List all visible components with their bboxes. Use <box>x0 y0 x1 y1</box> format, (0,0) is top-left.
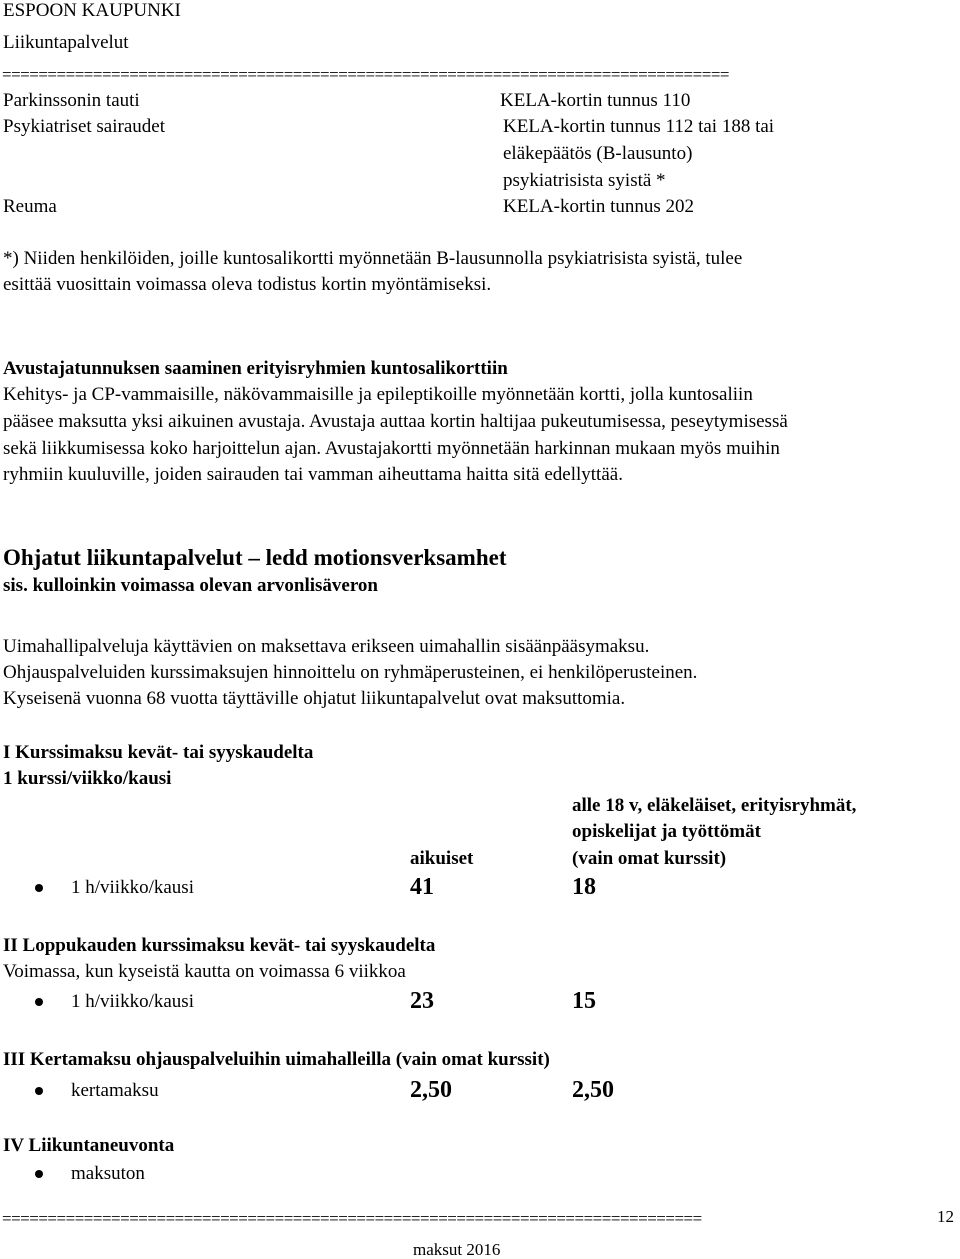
guided-subheading: sis. kulloinkin voimassa olevan arvonlisäveron <box>3 575 378 596</box>
bullet-icon <box>35 1087 43 1095</box>
guided-text: Kyseisenä vuonna 68 vuotta täyttäville ohjatut liikuntapalvelut ovat maksuttomia. <box>3 688 626 709</box>
fee-special: 18 <box>572 874 596 900</box>
assistant-text: sekä liikkumisessa koko harjoittelun ajan. Avustajakortti myönnetään harkinnan mukaan myös muihin <box>3 438 780 459</box>
condition-code: eläkepäätös (B-lausunto) <box>503 143 693 164</box>
fee-adults: 2,50 <box>410 1077 452 1103</box>
section-title: II Loppukauden kurssimaksu kevät- tai syyskaudelta <box>3 935 436 956</box>
section-subtitle: Voimassa, kun kyseistä kautta on voimassa 6 viikkoa <box>3 961 406 982</box>
condition-name: Reuma <box>3 196 57 217</box>
fee-item-label: kertamaksu <box>71 1080 159 1101</box>
guided-heading: Ohjatut liikuntapalvelut – ledd motionsverksamhet <box>3 545 507 570</box>
section-title: III Kertamaksu ohjauspalveluihin uimahalleilla (vain omat kurssit) <box>3 1049 550 1070</box>
header-separator: ================================================================================ <box>2 65 729 84</box>
section-subtitle: 1 kurssi/viikko/kausi <box>3 768 172 789</box>
footer-separator: ============================================================================= <box>2 1209 702 1228</box>
footnote-text: *) Niiden henkilöiden, joille kuntosalikortti myönnetään B-lausunnolla psykiatrisista syistä, tulee <box>3 248 743 269</box>
assistant-text: pääsee maksutta yksi aikuinen avustaja. Avustaja auttaa kortin haltijaa pukeutumisessa, peseytymisessä <box>3 411 788 432</box>
fee-item-label: maksuton <box>71 1163 145 1184</box>
condition-name: Psykiatriset sairaudet <box>3 116 165 137</box>
guided-text: Uimahallipalveluja käyttävien on maksettava erikseen uimahallin sisäänpääsymaksu. <box>3 636 650 657</box>
condition-name: Parkinssonin tauti <box>3 90 140 111</box>
department-name: Liikuntapalvelut <box>3 32 129 53</box>
fee-adults: 41 <box>410 874 434 900</box>
condition-code: KELA-kortin tunnus 112 tai 188 tai <box>503 116 775 137</box>
organization-name: ESPOON KAUPUNKI <box>3 0 181 21</box>
bullet-icon <box>35 884 43 892</box>
bullet-icon <box>35 1170 43 1178</box>
assistant-text: Kehitys- ja CP-vammaisille, näkövammaisille ja epileptikoille myönnetään kortti, jolla kuntosaliin <box>3 384 753 405</box>
column-header-special: opiskelijat ja työttömät <box>572 821 761 842</box>
footer-caption: maksut 2016 <box>413 1240 501 1259</box>
fee-special: 2,50 <box>572 1077 614 1103</box>
fee-adults: 23 <box>410 988 434 1014</box>
assistant-text: ryhmiin kuuluville, joiden sairauden tai vamman aiheuttama haitta sitä edellyttää. <box>3 464 623 485</box>
footnote-text: esittää vuosittain voimassa oleva todistus kortin myöntämiseksi. <box>3 274 492 295</box>
condition-code: KELA-kortin tunnus 202 <box>503 196 695 217</box>
guided-text: Ohjauspalveluiden kurssimaksujen hinnoittelu on ryhmäperusteinen, ei henkilöperusteinen. <box>3 662 698 683</box>
column-header-special: (vain omat kurssit) <box>572 848 727 869</box>
condition-code: KELA-kortin tunnus 110 <box>500 90 691 111</box>
page-number: 12 <box>937 1207 954 1226</box>
fee-special: 15 <box>572 988 596 1014</box>
condition-code: psykiatrisista syistä * <box>503 170 666 191</box>
bullet-icon <box>35 998 43 1006</box>
column-header-special: alle 18 v, eläkeläiset, erityisryhmät, <box>572 795 857 816</box>
section-title: IV Liikuntaneuvonta <box>3 1135 175 1156</box>
fee-item-label: 1 h/viikko/kausi <box>71 877 194 898</box>
column-header-adults: aikuiset <box>410 848 474 869</box>
section-title: I Kurssimaksu kevät- tai syyskaudelta <box>3 742 314 763</box>
fee-item-label: 1 h/viikko/kausi <box>71 991 194 1012</box>
assistant-heading: Avustajatunnuksen saaminen erityisryhmien kuntosalikorttiin <box>3 358 508 379</box>
